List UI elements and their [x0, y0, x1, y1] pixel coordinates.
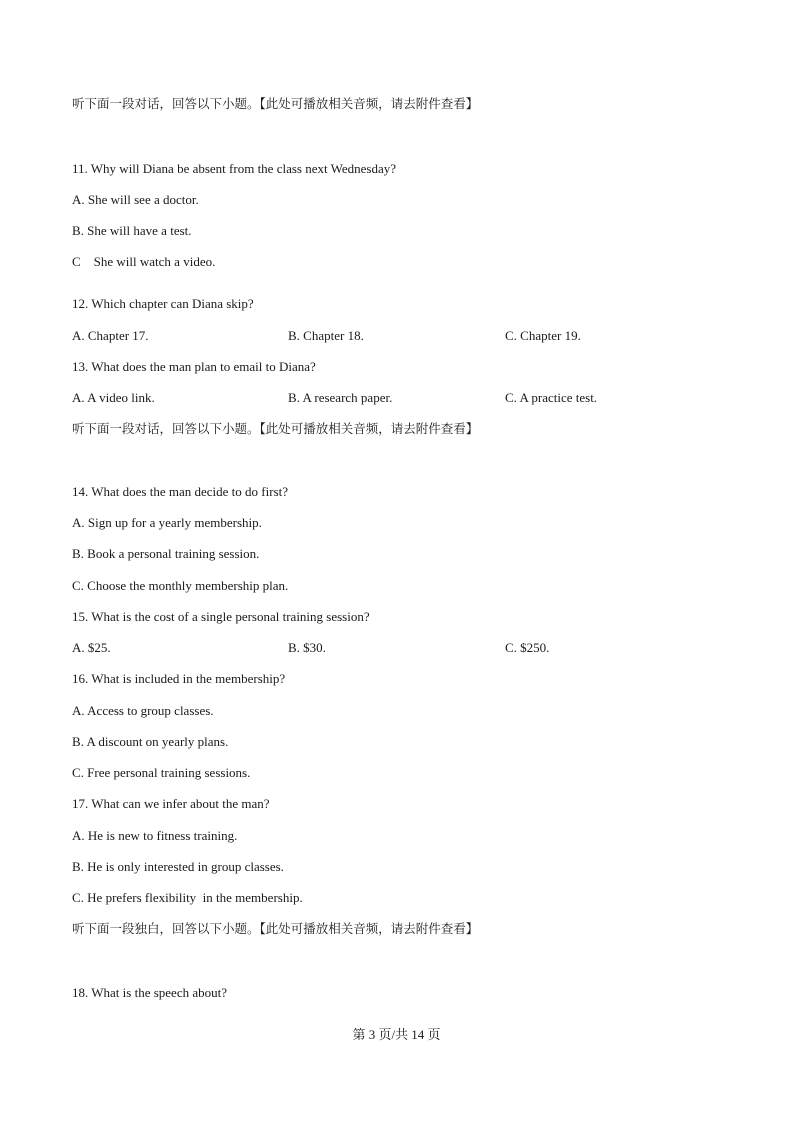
- question-17-stem: 17. What can we infer about the man?: [72, 796, 270, 811]
- listening-instruction: 听下面一段对话，回答以下小题。【此处可播放相关音频，请去附件查看】: [72, 96, 479, 111]
- question-12-option-b: B. Chapter 18.: [288, 328, 364, 343]
- question-16-option-c: C. Free personal training sessions.: [72, 765, 251, 780]
- question-11-option-c: C She will watch a video.: [72, 254, 216, 269]
- question-13-option-b: B. A research paper.: [288, 390, 393, 405]
- question-14-option-c: C. Choose the monthly membership plan.: [72, 578, 289, 593]
- question-12-option-c: C. Chapter 19.: [505, 328, 581, 343]
- question-12-option-a: A. Chapter 17.: [72, 328, 149, 343]
- question-17-option-a: A. He is new to fitness training.: [72, 828, 238, 843]
- question-11-option-a: A. She will see a doctor.: [72, 192, 199, 207]
- question-11-stem: 11. Why will Diana be absent from the class next Wednesday?: [72, 161, 396, 176]
- question-14-option-b: B. Book a personal training session.: [72, 546, 260, 561]
- question-12-stem: 12. Which chapter can Diana skip?: [72, 296, 254, 311]
- page-number-footer: 第 3 页/共 14 页: [352, 1027, 441, 1042]
- question-15-option-a: A. $25.: [72, 640, 111, 655]
- question-17-option-b: B. He is only interested in group classes.: [72, 859, 284, 874]
- question-13-option-a: A. A video link.: [72, 390, 155, 405]
- question-14-option-a: A. Sign up for a yearly membership.: [72, 515, 262, 530]
- question-15-option-c: C. $250.: [505, 640, 550, 655]
- question-16-option-a: A. Access to group classes.: [72, 703, 214, 718]
- question-16-stem: 16. What is included in the membership?: [72, 671, 286, 686]
- question-11-option-b: B. She will have a test.: [72, 223, 192, 238]
- listening-instruction: 听下面一段对话，回答以下小题。【此处可播放相关音频，请去附件查看】: [72, 421, 479, 436]
- question-13-stem: 13. What does the man plan to email to Diana?: [72, 359, 316, 374]
- question-13-option-c: C. A practice test.: [505, 390, 598, 405]
- question-15-stem: 15. What is the cost of a single personal training session?: [72, 609, 370, 624]
- question-17-option-c: C. He prefers flexibility in the membership.: [72, 890, 303, 905]
- question-16-option-b: B. A discount on yearly plans.: [72, 734, 229, 749]
- question-14-stem: 14. What does the man decide to do first?: [72, 484, 289, 499]
- listening-instruction-monologue: 听下面一段独白，回答以下小题。【此处可播放相关音频，请去附件查看】: [72, 921, 479, 936]
- question-18-stem: 18. What is the speech about?: [72, 985, 227, 1000]
- question-15-option-b: B. $30.: [288, 640, 326, 655]
